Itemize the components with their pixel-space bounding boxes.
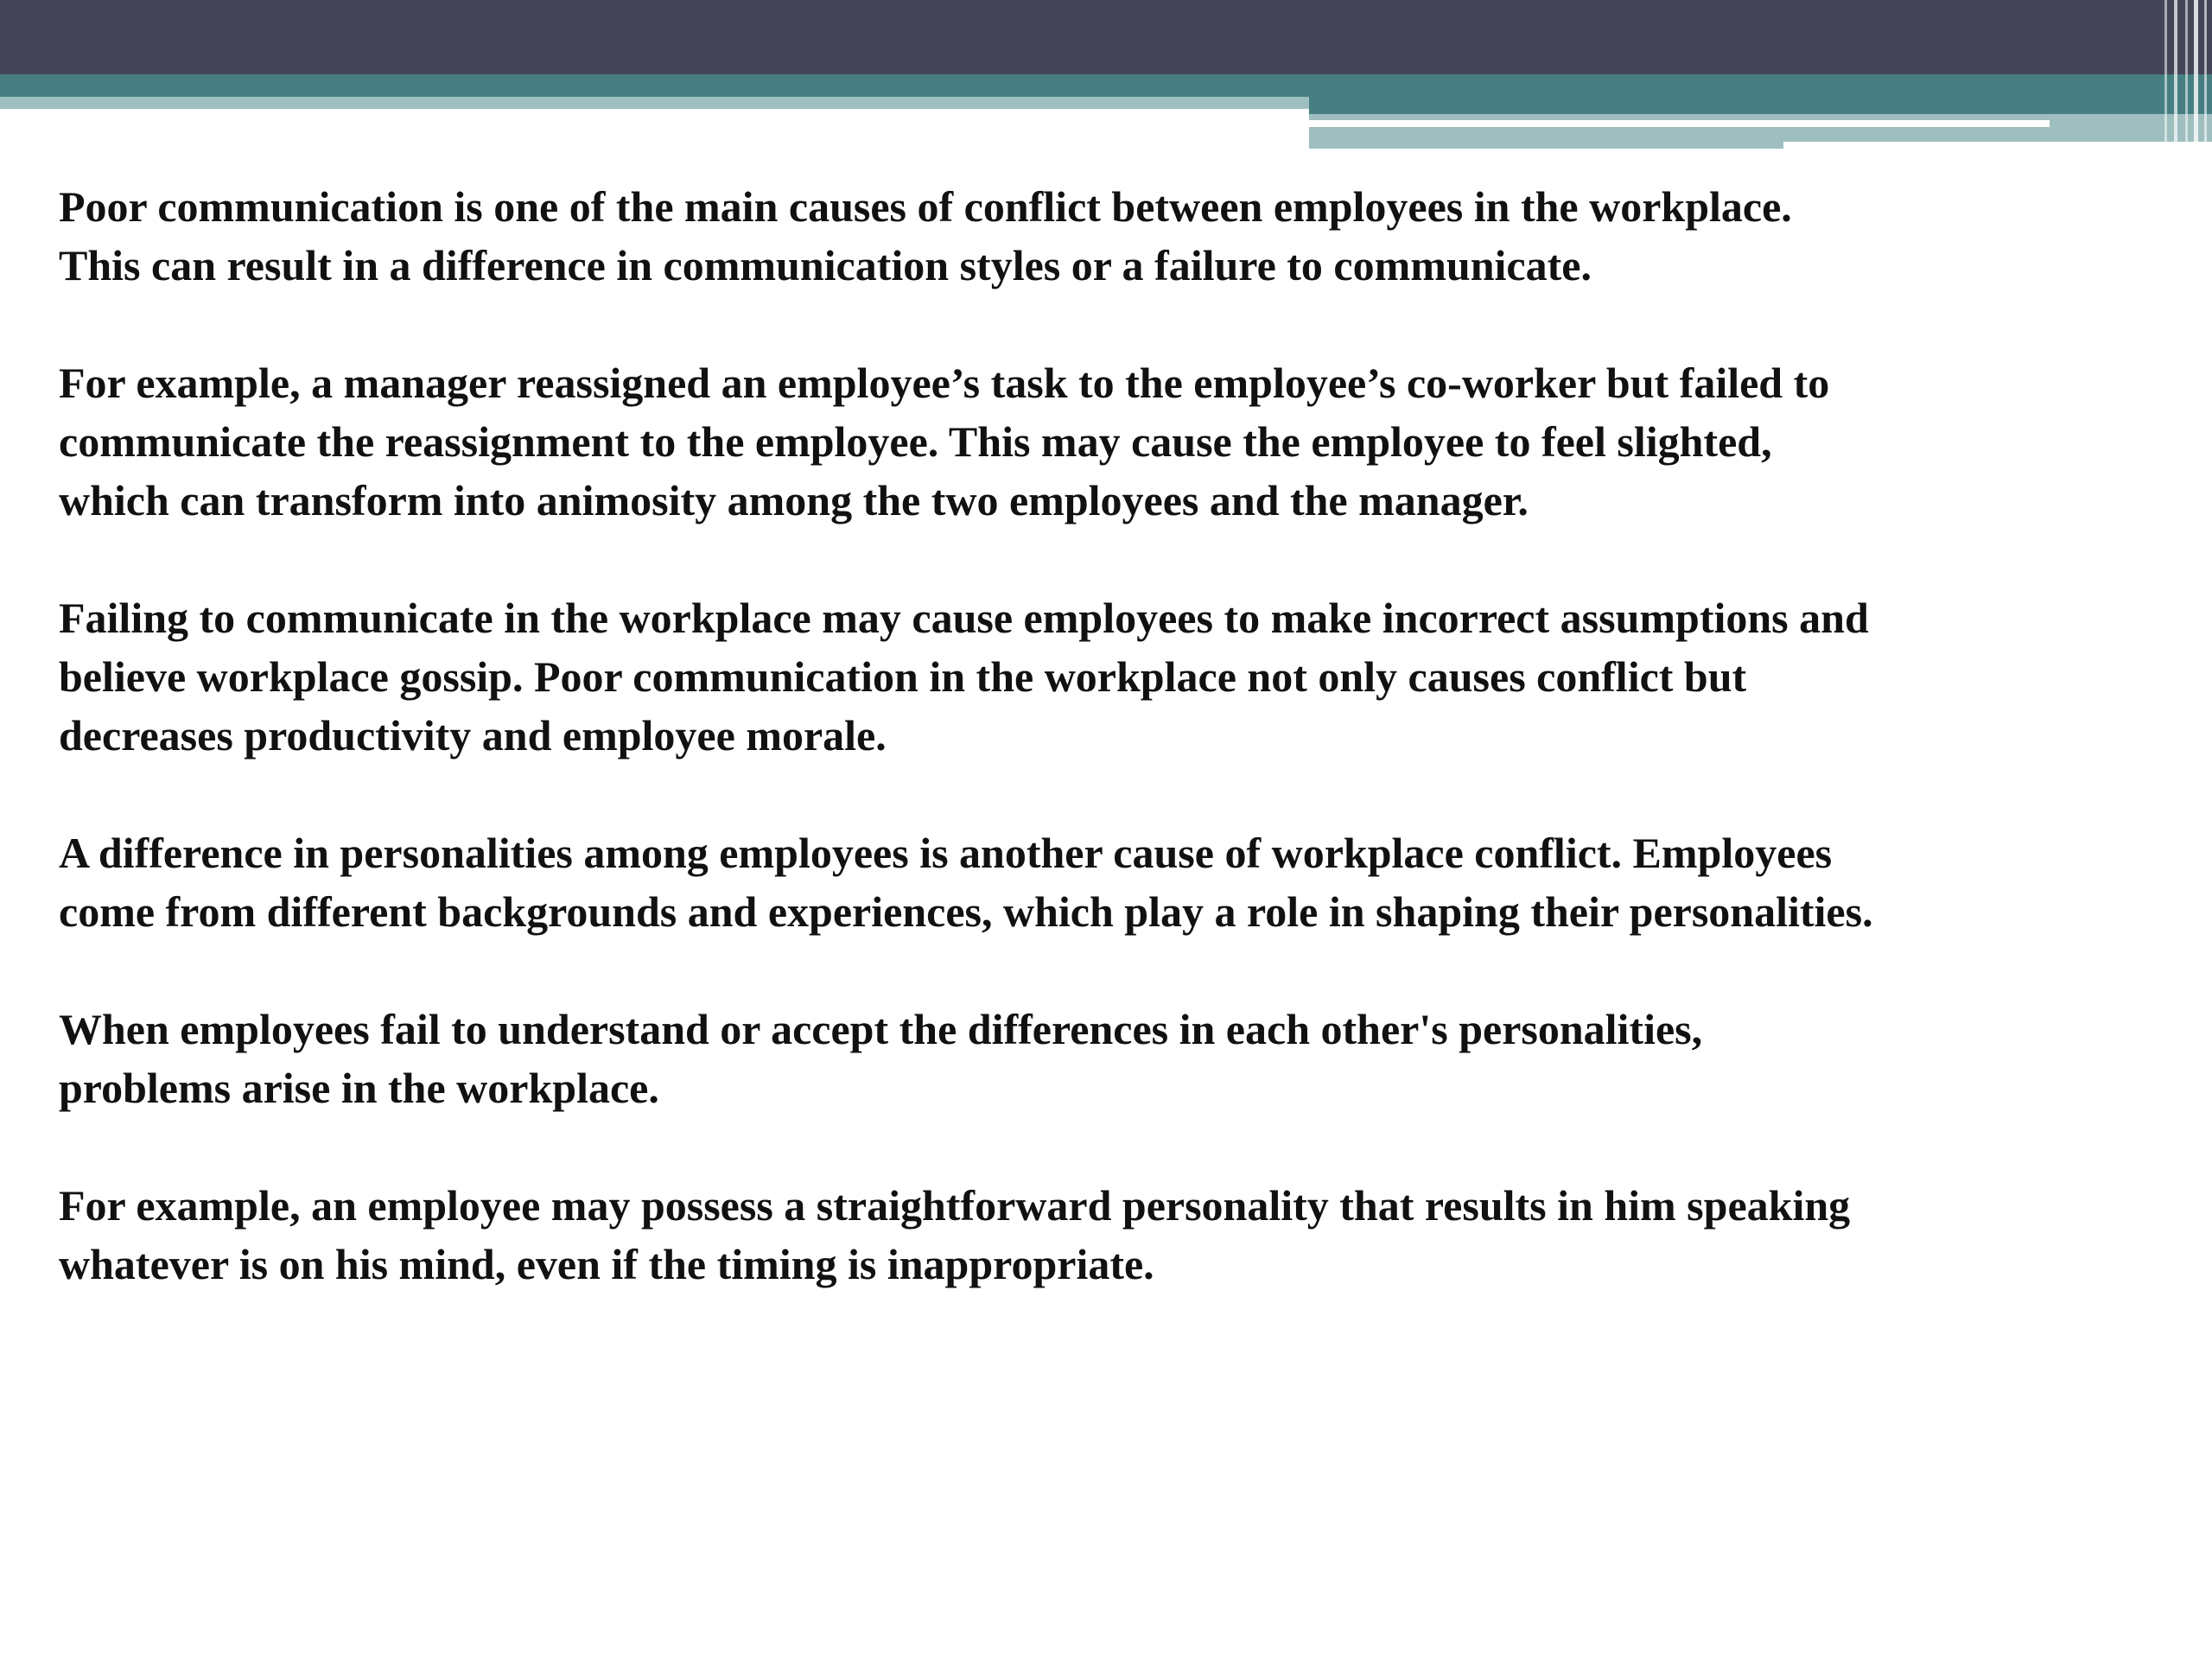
paragraph-manager-example <box>59 353 2167 530</box>
header-banner-teal-left <box>0 74 1309 97</box>
header-banner-notch <box>1783 142 2212 150</box>
text-line: believe workplace gossip. Poor communication in the workplace not only causes conflict but <box>59 652 1747 701</box>
text-line: problems arise in the workplace. <box>59 1064 659 1112</box>
slide-body <box>59 177 2167 1352</box>
text-line: For example, an employee may possess a straightforward personality that results in him speaking <box>59 1181 1851 1230</box>
header-banner-pale-left <box>0 97 1309 109</box>
text-line: When employees fail to understand or accept the differences in each other's personalities, <box>59 1005 1703 1053</box>
paragraph-communication-causes <box>59 177 2167 295</box>
edge-bar <box>2185 0 2188 149</box>
paragraph-straightforward-example <box>59 1176 2167 1294</box>
text-line: whatever is on his mind, even if the timing is inappropriate. <box>59 1240 1154 1288</box>
text-line: This can result in a difference in communication styles or a failure to communicate. <box>59 241 1592 289</box>
edge-bar <box>2204 0 2207 149</box>
header-banner-stripe <box>1309 120 2050 127</box>
header-banner-teal-right <box>1309 74 2212 114</box>
edge-bar <box>2194 0 2198 149</box>
header-edge-bars <box>2152 0 2212 149</box>
text-line: Failing to communicate in the workplace may cause employees to make incorrect assumptions and <box>59 594 1869 642</box>
text-line: which can transform into animosity among the two employees and the manager. <box>59 476 1529 524</box>
text-line: For example, a manager reassigned an employee’s task to the employee’s co-worker but failed to <box>59 359 1830 407</box>
paragraph-personalities <box>59 823 2167 941</box>
text-line: come from different backgrounds and experiences, which play a role in shaping their personalities. <box>59 887 1873 936</box>
edge-bar <box>2174 0 2177 149</box>
paragraph-failing-to-communicate <box>59 588 2167 765</box>
paragraph-understanding-differences <box>59 1000 2167 1117</box>
text-line: Poor communication is one of the main causes of conflict between employees in the workplace. <box>59 182 1792 231</box>
edge-bar <box>2164 0 2167 149</box>
text-line: communicate the reassignment to the employee. This may cause the employee to feel slighted, <box>59 417 1772 466</box>
text-line: A difference in personalities among employees is another cause of workplace conflict. Employees <box>59 829 1833 877</box>
header-banner-dark <box>0 0 2212 74</box>
text-line: decreases productivity and employee morale. <box>59 711 887 760</box>
